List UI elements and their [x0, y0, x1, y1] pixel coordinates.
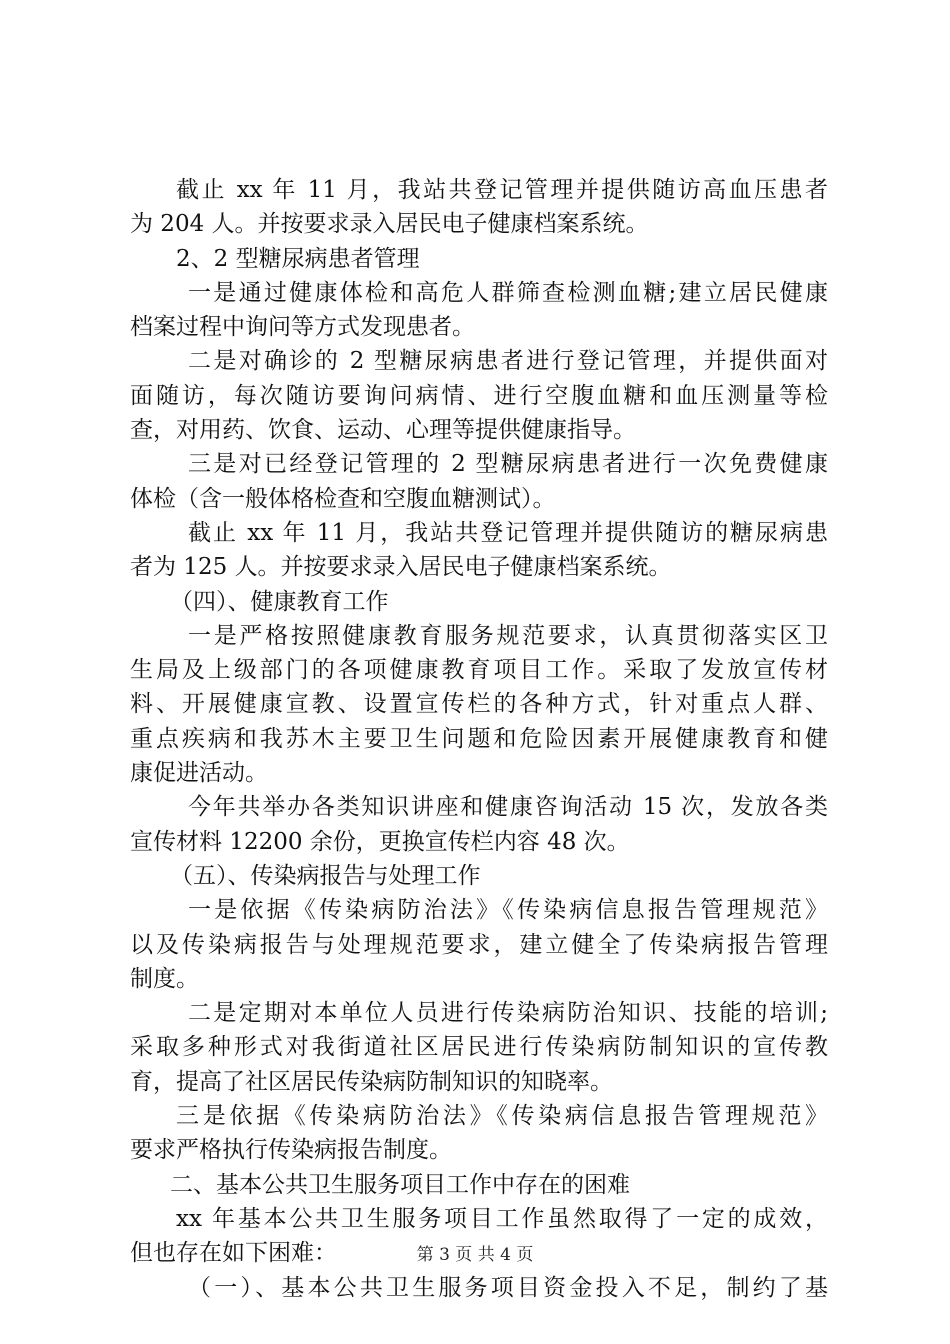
paragraph-line: 三是依据《传染病防治法》《传染病信息报告管理规范》 [176, 1103, 828, 1130]
paragraph-line: 截止 xx 年 11 月，我站共登记管理并提供随访高血压患者 [176, 177, 828, 203]
paragraph-line: 重点疾病和我苏木主要卫生问题和危险因素开展健康教育和健 [130, 725, 828, 752]
document-body [130, 173, 828, 1305]
paragraph-line: 面随访，每次随访要询问病情、进行空腹血糖和血压测量等检 [130, 382, 828, 409]
paragraph-line: 为 204 人。并按要求录入居民电子健康档案系统。 [130, 211, 649, 238]
paragraph-line: 体检（含一般体格检查和空腹血糖测试）。 [130, 485, 556, 512]
paragraph-line: 二是定期对本单位人员进行传染病防治知识、技能的培训; [188, 1000, 828, 1027]
section-heading: 2、2 型糖尿病患者管理 [176, 245, 420, 272]
paragraph-line: 一是依据《传染病防治法》《传染病信息报告管理规范》 [188, 897, 828, 924]
paragraph-line: （一）、基本公共卫生服务项目资金投入不足，制约了基 [188, 1274, 828, 1301]
paragraph-line: 今年共举办各类知识讲座和健康咨询活动 15 次，发放各类 [188, 794, 828, 821]
paragraph-line: 康促进活动。 [130, 760, 268, 787]
paragraph-line: 三是对已经登记管理的 2 型糖尿病患者进行一次免费健康 [188, 451, 828, 478]
paragraph-line: 生局及上级部门的各项健康教育项目工作。采取了发放宣传材 [130, 657, 828, 684]
paragraph-line: 一是严格按照健康教育服务规范要求，认真贯彻落实区卫 [188, 622, 828, 649]
paragraph-line: 宣传材料 12200 余份，更换宣传栏内容 48 次。 [130, 828, 630, 855]
paragraph-line: 截止 xx 年 11 月，我站共登记管理并提供随访的糖尿病患 [188, 519, 828, 546]
section-heading: （五）、传染病报告与处理工作 [170, 862, 481, 889]
paragraph-line: 一是通过健康体检和高危人群筛查检测血糖;建立居民健康 [188, 279, 828, 306]
paragraph-line: 查，对用药、饮食、运动、心理等提供健康指导。 [130, 417, 636, 444]
section-heading: 二、基本公共卫生服务项目工作中存在的困难 [170, 1171, 630, 1198]
paragraph-line: 料、开展健康宣教、设置宣传栏的各种方式，针对重点人群、 [130, 691, 828, 718]
paragraph-line: 档案过程中询问等方式发现患者。 [130, 314, 475, 341]
paragraph-line: 二是对确诊的 2 型糖尿病患者进行登记管理，并提供面对 [188, 348, 828, 375]
paragraph-line: 制度。 [130, 965, 199, 992]
paragraph-line: xx 年基本公共卫生服务项目工作虽然取得了一定的成效， [176, 1205, 828, 1232]
page-number-footer: 第 3 页 共 4 页 [416, 1245, 534, 1265]
paragraph-line: 但也存在如下困难： [130, 1240, 337, 1267]
paragraph-line: 采取多种形式对我街道社区居民进行传染病防制知识的宣传教 [130, 1034, 828, 1061]
paragraph-line: 育，提高了社区居民传染病防制知识的知晓率。 [130, 1068, 613, 1095]
section-heading: （四）、健康教育工作 [170, 588, 389, 615]
paragraph-line: 者为 125 人。并按要求录入居民电子健康档案系统。 [130, 554, 672, 581]
paragraph-line: 要求严格执行传染病报告制度。 [130, 1137, 452, 1164]
paragraph-line: 以及传染病报告与处理规范要求，建立健全了传染病报告管理 [130, 931, 828, 958]
